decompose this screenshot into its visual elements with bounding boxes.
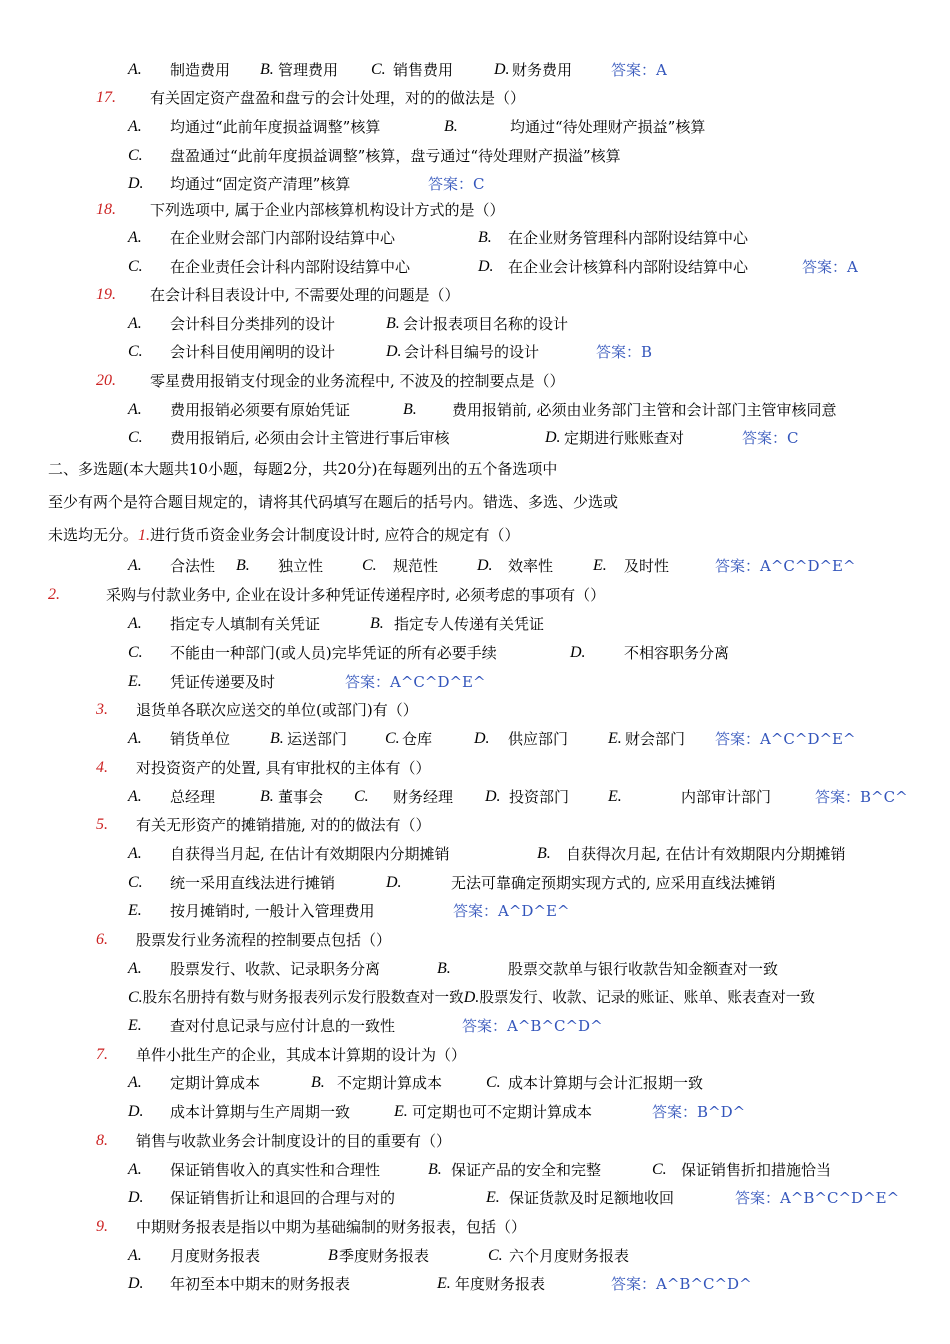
option-text: 财务费用 [512, 61, 573, 79]
option-text: 在企业财务管理科内部附设结算中心 [508, 229, 749, 247]
option-text: 总经理 [170, 788, 216, 806]
option-label: A. [128, 845, 142, 862]
option-label: B. [270, 730, 284, 747]
option-label: E. [608, 730, 622, 747]
section-intro-line: 二、多选题(本大题共10小题，每题2分，共20分)在每题列出的五个备选项中 [48, 460, 558, 478]
m7-stem [0, 1044, 950, 1066]
option-label: C. [371, 61, 386, 78]
option-label: B. [260, 788, 274, 805]
question-number: 8. [96, 1132, 108, 1149]
q20-options-ab [0, 399, 950, 421]
option-text: 仓库 [402, 730, 433, 748]
option-text: 董事会 [278, 788, 324, 806]
m8-stem [0, 1130, 950, 1152]
option-text: 自获得次月起, 在估计有效期限内分期摊销 [566, 845, 846, 863]
section-intro-line: 至少有两个是符合题目规定的，请将其代码填写在题后的括号内。错选、多选、少选或 [48, 493, 619, 511]
answer-text: 答案：C [428, 175, 485, 193]
option-label: E. [394, 1103, 408, 1120]
option-text: 效率性 [508, 557, 554, 575]
m9-stem [0, 1216, 950, 1238]
question-stem: 下列选项中, 属于企业内部核算机构设计方式的是（） [150, 201, 505, 219]
option-label: B. [403, 401, 417, 418]
option-label: B. [437, 960, 451, 977]
q20-stem [0, 370, 950, 392]
m5-stem [0, 814, 950, 836]
q19-options-cd [0, 341, 950, 363]
option-label: D. [545, 429, 561, 446]
option-label: C. [354, 788, 369, 805]
option-label: B. [386, 315, 400, 332]
option-label: C. [652, 1161, 667, 1178]
m9-options-de [0, 1273, 950, 1295]
question-stem: 采购与付款业务中, 企业在设计多种凭证传递程序时, 必须考虑的事项有（） [106, 586, 606, 604]
option-text: 股票发行、收款、记录的账证、账单、账表查对一致 [479, 989, 815, 1006]
answer-text: 答案：A^C^D^E^ [715, 730, 856, 748]
section-intro-tail: 未选均无分。 [48, 526, 139, 544]
m9-options-abc [0, 1245, 950, 1267]
m6-options-ab [0, 958, 950, 980]
option-text: 保证产品的安全和完整 [451, 1161, 602, 1179]
q16-options [0, 59, 950, 81]
q19-options-ab [0, 313, 950, 335]
option-text: 会计科目分类排列的设计 [170, 315, 336, 333]
option-label: E. [486, 1189, 500, 1206]
option-label: B. [537, 845, 551, 862]
option-text: 年初至本中期末的财务报表 [170, 1275, 351, 1293]
option-text: 在企业会计核算科内部附设结算中心 [508, 258, 749, 276]
option-text: 不定期计算成本 [337, 1074, 443, 1092]
option-label: D. [570, 644, 586, 661]
question-stem: 进行货币资金业务会计制度设计时, 应符合的规定有（） [150, 526, 520, 544]
question-stem: 有关固定资产盘盈和盘亏的会计处理，对的的做法是（） [150, 89, 526, 107]
option-label: D. [128, 1189, 144, 1206]
option-label: D. [478, 258, 494, 275]
question-number: 6. [96, 931, 108, 948]
question-stem: 在会计科目表设计中, 不需要处理的问题是（） [150, 286, 460, 304]
option-label: B. [444, 118, 458, 135]
answer-text: 答案：A^D^E^ [453, 902, 570, 920]
answer-text: 答案：A^C^D^E^ [715, 557, 856, 575]
m6-options-cd [0, 987, 950, 1009]
option-label: D. [463, 989, 480, 1006]
option-label: B. [311, 1074, 325, 1091]
option-text: 保证销售折扣措施恰当 [681, 1161, 832, 1179]
option-label: C. [385, 730, 400, 747]
m5-options-cd [0, 872, 950, 894]
option-text: 六个月度财务报表 [509, 1247, 630, 1265]
option-label: C. [128, 343, 143, 360]
option-label: A. [128, 61, 142, 78]
option-label: A. [128, 557, 142, 574]
option-text: 盘盈通过“此前年度损益调整”核算，盘亏通过“待处理财产损溢”核算 [170, 147, 621, 165]
option-label: D. [485, 788, 501, 805]
m4-stem [0, 757, 950, 779]
option-text: 在企业责任会计科内部附设结算中心 [170, 258, 411, 276]
answer-text: 答案：A [611, 61, 667, 79]
q19-stem [0, 284, 950, 306]
option-label: C. [362, 557, 377, 574]
answer-text: 答案：A^B^C^D^ [611, 1275, 752, 1293]
m5-option-e [0, 900, 950, 922]
question-number: 9. [96, 1218, 108, 1235]
option-text: 会计报表项目名称的设计 [403, 315, 569, 333]
question-stem: 对投资资产的处置, 具有审批权的主体有（） [136, 759, 431, 777]
question-number: 3. [96, 701, 108, 718]
option-label: C. [488, 1247, 503, 1264]
option-text: 按月摊销时, 一般计入管理费用 [170, 902, 375, 920]
answer-text: 答案：A^B^C^D^E^ [735, 1189, 900, 1207]
option-label: E. [128, 673, 142, 690]
option-text: 年度财务报表 [455, 1275, 546, 1293]
question-stem: 退货单各联次应送交的单位(或部门)有（） [136, 701, 418, 719]
m2-option-e [0, 671, 950, 693]
question-stem: 销售与收款业务会计制度设计的目的重要有（） [136, 1132, 452, 1150]
question-number: 18. [96, 201, 116, 218]
q20-options-cd [0, 427, 950, 449]
m8-options-de [0, 1187, 950, 1209]
option-label: C. [486, 1074, 501, 1091]
answer-text: 答案：B [596, 343, 653, 361]
option-text: 管理费用 [278, 61, 339, 79]
option-label: A. [128, 730, 142, 747]
m8-options-abc [0, 1159, 950, 1181]
option-text: 不相容职务分离 [624, 644, 730, 662]
option-text: 在企业财会部门内部附设结算中心 [170, 229, 396, 247]
m2-stem [0, 584, 950, 606]
answer-text: 答案：A^C^D^E^ [345, 673, 486, 691]
m1-stem [48, 524, 918, 546]
option-label: D. [386, 343, 402, 360]
option-label: A. [128, 118, 142, 135]
option-text: 保证销售折让和退回的合理与对的 [170, 1189, 396, 1207]
answer-text: 答案：C [742, 429, 799, 447]
q18-stem [0, 199, 950, 221]
question-stem: 中期财务报表是指以中期为基础编制的财务报表，包括（） [136, 1218, 527, 1236]
option-text: 统一采用直线法进行摊销 [170, 874, 336, 892]
option-label: A. [128, 788, 142, 805]
option-text: 成本计算期与会计汇报期一致 [508, 1074, 704, 1092]
option-text: 费用报销后, 必须由会计主管进行事后审核 [170, 429, 450, 447]
m6-stem [0, 929, 950, 951]
option-label: C. [128, 147, 143, 164]
question-number: 19. [96, 286, 116, 303]
question-stem: 零星费用报销支付现金的业务流程中, 不波及的控制要点是（） [150, 372, 565, 390]
option-label: E. [608, 788, 622, 805]
option-label: D. [477, 557, 493, 574]
option-label: D. [474, 730, 490, 747]
option-text: 运送部门 [287, 730, 348, 748]
option-text: 定期计算成本 [170, 1074, 261, 1092]
option-text: 均通过“此前年度损益调整”核算 [170, 118, 381, 136]
option-label: A. [128, 229, 142, 246]
option-label: D. [128, 1103, 144, 1120]
m7-options-abc [0, 1072, 950, 1094]
m4-options [0, 786, 950, 808]
option-text: 规范性 [393, 557, 439, 575]
option-label: A. [128, 1074, 142, 1091]
m2-options-cd [0, 642, 950, 664]
option-text: 销货单位 [170, 730, 231, 748]
option-label: E. [437, 1275, 451, 1292]
option-label: A. [128, 960, 142, 977]
option-label: C. [128, 429, 143, 446]
option-label: C. [128, 644, 143, 661]
m5-options-ab [0, 843, 950, 865]
option-text: 销售费用 [393, 61, 454, 79]
option-text: 凭证传递要及时 [170, 673, 276, 691]
q17-option-c [0, 145, 950, 167]
option-text: 费用报销必须要有原始凭证 [170, 401, 351, 419]
option-text: 自获得当月起, 在估计有效期限内分期摊销 [170, 845, 450, 863]
m1-options [0, 555, 950, 577]
option-label: A. [128, 401, 142, 418]
answer-text: 答案：A [802, 258, 858, 276]
option-text: 股东名册持有数与财务报表列示发行股数查对一致 [142, 989, 464, 1006]
option-text: 股票交款单与银行收款告知金额查对一致 [508, 960, 779, 978]
option-text: 不能由一种部门(或人员)完毕凭证的所有必要手续 [170, 644, 497, 662]
option-row [128, 987, 815, 1009]
option-label: B. [370, 615, 384, 632]
question-number: 1. [138, 527, 151, 544]
option-label: A. [128, 1161, 142, 1178]
option-text: 供应部门 [508, 730, 569, 748]
option-text: 内部审计部门 [681, 788, 772, 806]
option-label: A. [128, 615, 142, 632]
question-number: 20. [96, 372, 116, 389]
option-label: A. [128, 315, 142, 332]
section-intro-line [48, 524, 520, 547]
option-label: A. [128, 1247, 142, 1264]
option-text: 股票发行、收款、记录职务分离 [170, 960, 381, 978]
answer-text: 答案：B^C^ [815, 788, 908, 806]
option-label: D. [128, 1275, 144, 1292]
answer-text: 答案：B^D^ [652, 1103, 746, 1121]
option-label: B. [260, 61, 274, 78]
option-label: C. [128, 989, 143, 1006]
option-text: 财务经理 [393, 788, 454, 806]
question-number: 2. [48, 586, 60, 603]
option-text: 查对付息记录与应付计息的一致性 [170, 1017, 396, 1035]
option-text: 及时性 [624, 557, 670, 575]
option-label: B. [478, 229, 492, 246]
option-text: 会计科目编号的设计 [404, 343, 540, 361]
option-text: 指定专人传递有关凭证 [394, 615, 545, 633]
question-stem: 单件小批生产的企业，其成本计算期的设计为（） [136, 1046, 467, 1064]
question-number: 5. [96, 816, 108, 833]
option-label: E. [128, 1017, 142, 1034]
option-text: 合法性 [170, 557, 216, 575]
option-text: 独立性 [278, 557, 324, 575]
option-text: 会计科目使用阐明的设计 [170, 343, 336, 361]
option-text: 投资部门 [509, 788, 570, 806]
q17-option-d [0, 173, 950, 195]
option-text: 可定期也可不定期计算成本 [412, 1103, 593, 1121]
option-label: E. [593, 557, 607, 574]
question-stem: 有关无形资产的摊销措施, 对的的做法有（） [136, 816, 431, 834]
option-label: D. [386, 874, 402, 891]
option-text: 财会部门 [625, 730, 686, 748]
m2-options-ab [0, 613, 950, 635]
option-label: E. [128, 902, 142, 919]
option-text: 季度财务报表 [339, 1247, 430, 1265]
option-label: C. [128, 258, 143, 275]
option-text: 定期进行账账查对 [564, 429, 685, 447]
m3-stem [0, 699, 950, 721]
option-label: B. [236, 557, 250, 574]
option-text: 保证销售收入的真实性和合理性 [170, 1161, 381, 1179]
question-number: 4. [96, 759, 108, 776]
option-text: 费用报销前, 必须由业务部门主管和会计部门主管审核同意 [452, 401, 837, 419]
option-label: B [328, 1247, 338, 1264]
answer-text: 答案：A^B^C^D^ [462, 1017, 603, 1035]
option-text: 无法可靠确定预期实现方式的, 应采用直线法摊销 [451, 874, 776, 892]
question-stem: 股票发行业务流程的控制要点包括（） [136, 931, 392, 949]
q17-options-ab [0, 116, 950, 138]
option-text: 制造费用 [170, 61, 231, 79]
option-label: D. [128, 175, 144, 192]
q17-stem [0, 87, 950, 109]
option-text: 指定专人填制有关凭证 [170, 615, 321, 633]
option-label: D. [494, 61, 510, 78]
question-number: 7. [96, 1046, 108, 1063]
option-text: 均通过“固定资产清理”核算 [170, 175, 351, 193]
m6-option-e [0, 1015, 950, 1037]
q18-options-ab [0, 227, 950, 249]
m7-options-de [0, 1101, 950, 1123]
q18-options-cd [0, 256, 950, 278]
option-text: 均通过“待处理财产损益”核算 [510, 118, 706, 136]
option-label: C. [128, 874, 143, 891]
question-number: 17. [96, 89, 116, 106]
option-text: 成本计算期与生产周期一致 [170, 1103, 351, 1121]
option-label: B. [428, 1161, 442, 1178]
option-text: 保证货款及时足额地收回 [509, 1189, 675, 1207]
m3-options [0, 728, 950, 750]
option-text: 月度财务报表 [170, 1247, 261, 1265]
